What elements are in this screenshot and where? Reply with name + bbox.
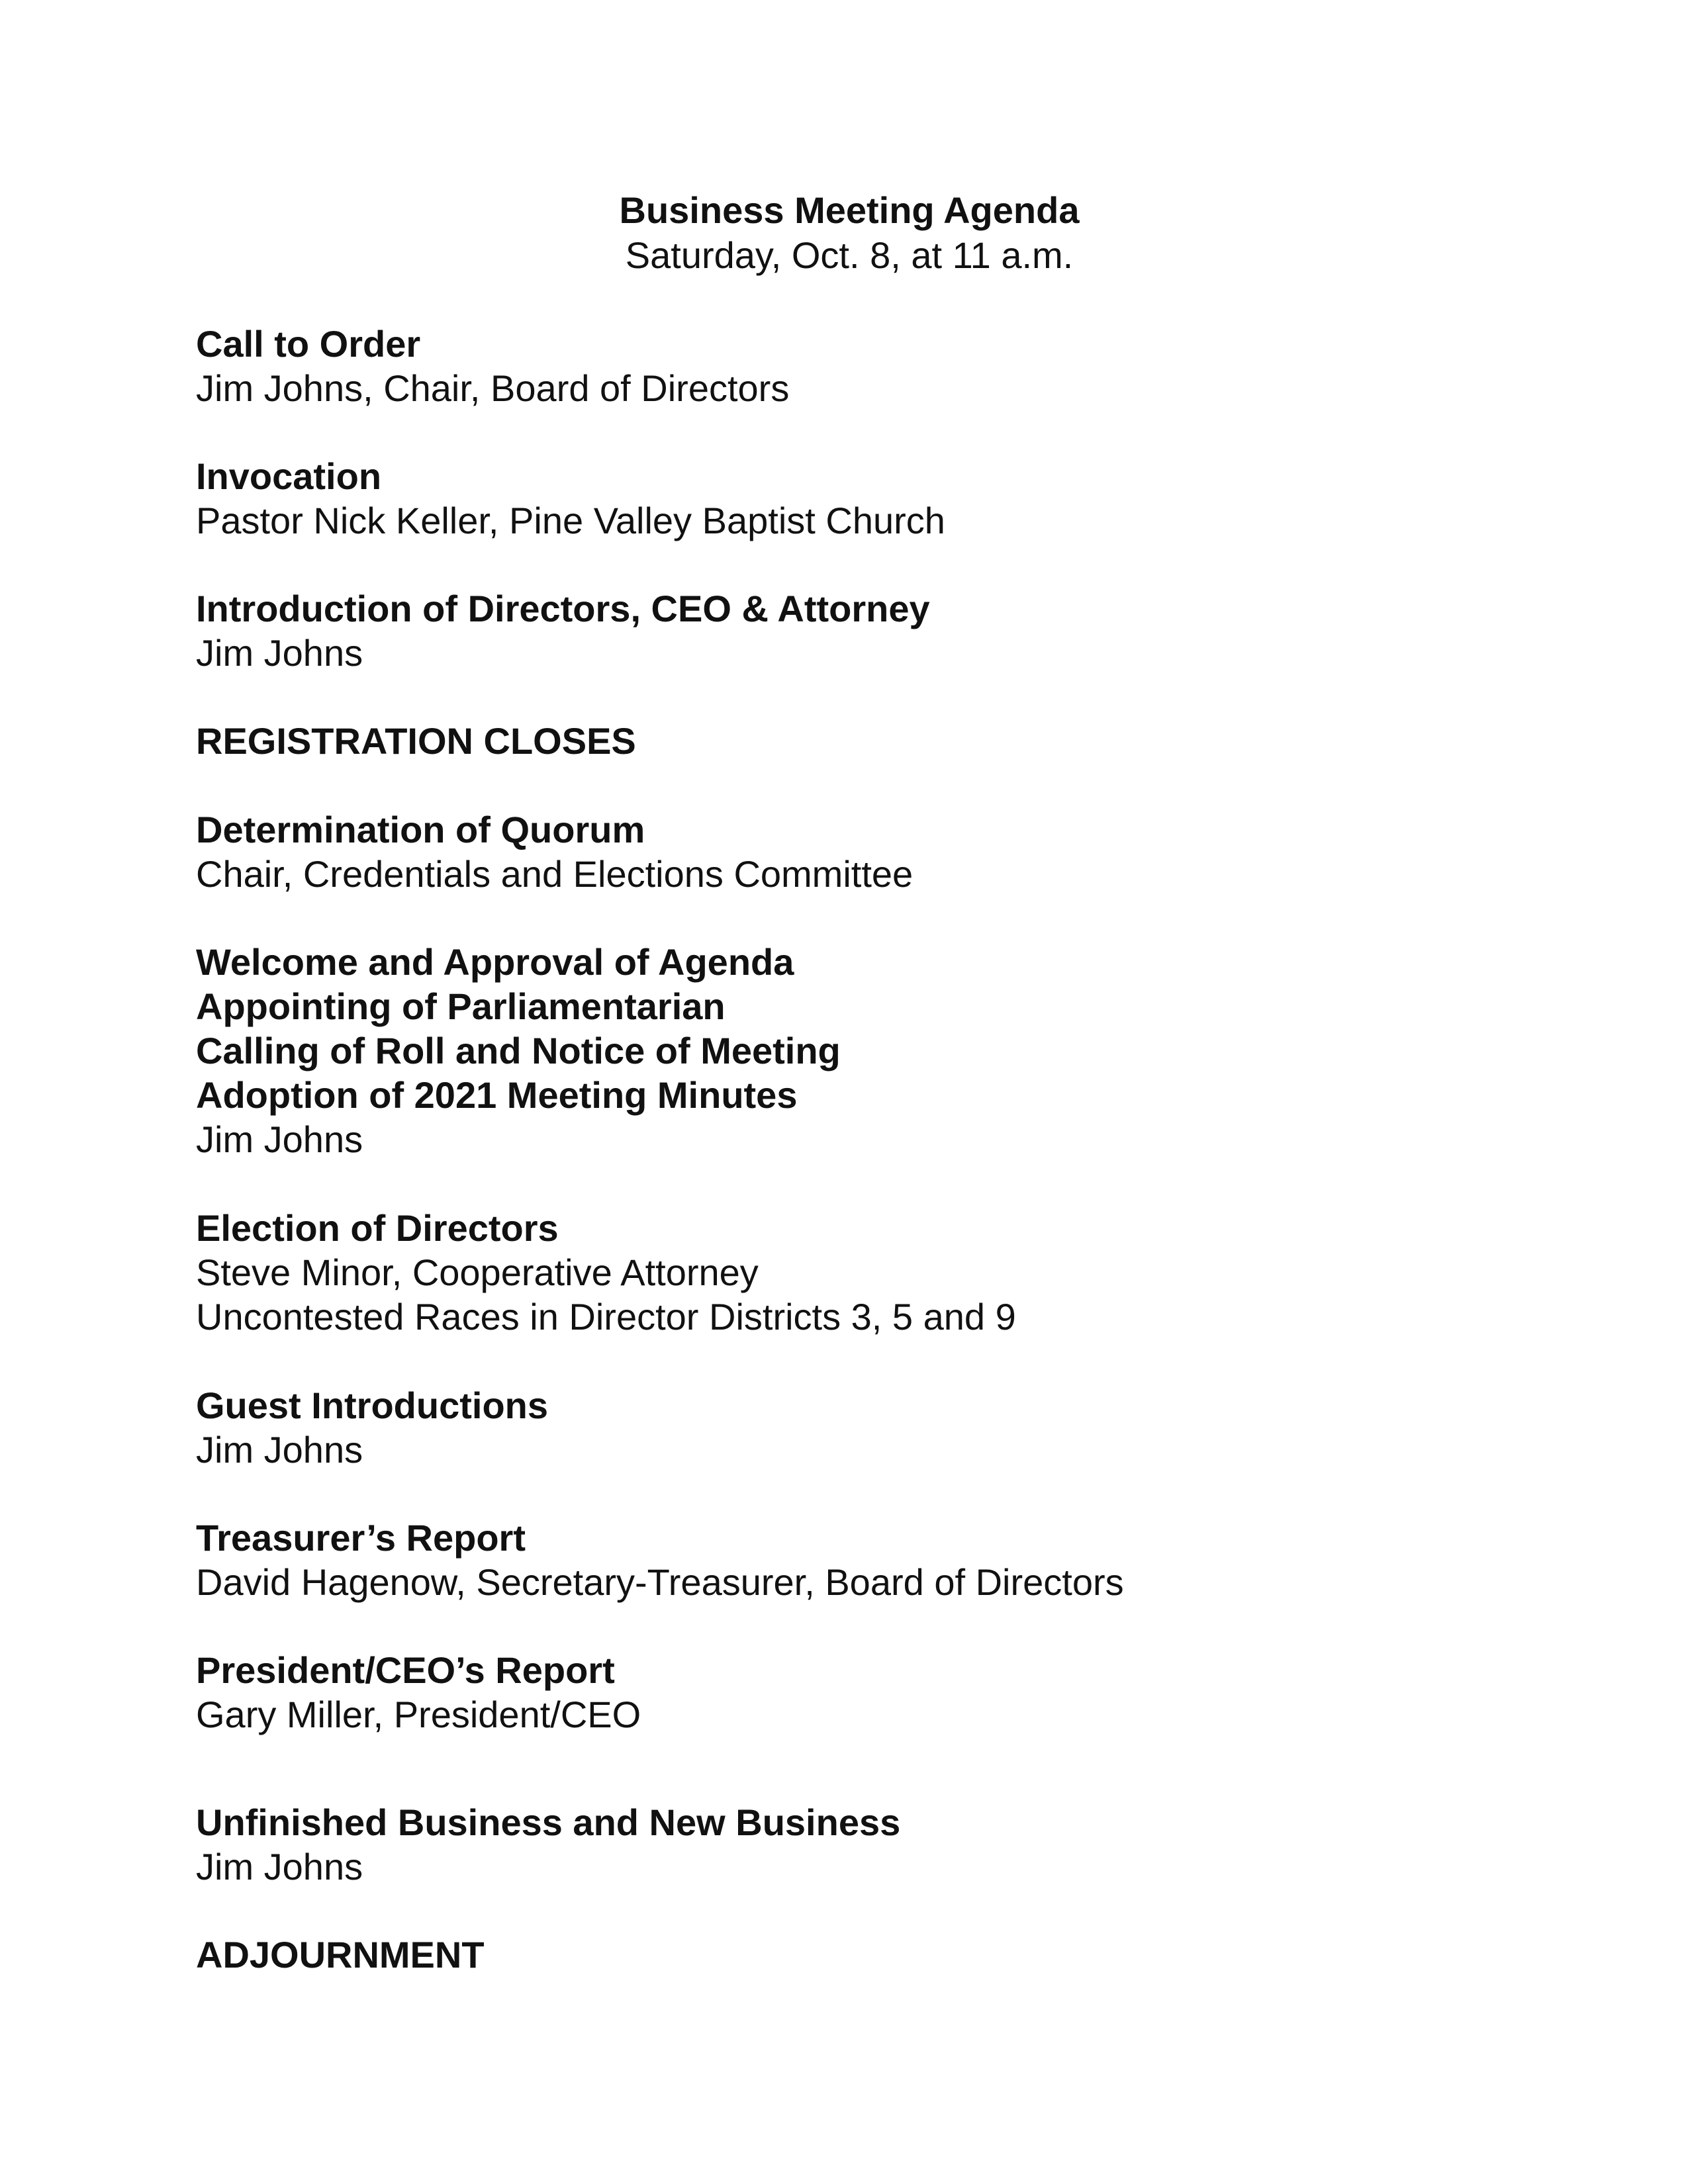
agenda-item-heading: Invocation (196, 455, 382, 497)
agenda-item-adjournment (196, 1933, 485, 1977)
agenda-item-detail: Chair, Credentials and Elections Committee (196, 853, 914, 895)
agenda-item-detail: Jim Johns (196, 1846, 363, 1888)
agenda-item-heading: President/CEO’s Report (196, 1649, 615, 1691)
agenda-item-detail: Gary Miller, President/CEO (196, 1694, 641, 1735)
agenda-item-heading: Treasurer’s Report (196, 1517, 526, 1559)
agenda-item-heading: Guest Introductions (196, 1385, 548, 1426)
agenda-item-guest-introductions (196, 1383, 548, 1472)
agenda-item-heading: Unfinished Business and New Business (196, 1801, 901, 1843)
agenda-item-heading: Call to Order (196, 323, 421, 365)
agenda-item-detail: David Hagenow, Secretary-Treasurer, Board of Directors (196, 1561, 1124, 1603)
agenda-item-detail: Uncontested Races in Director Districts 3, 5 and 9 (196, 1296, 1016, 1338)
agenda-item-detail: Jim Johns (196, 632, 363, 674)
agenda-item-detail: Jim Johns (196, 1118, 363, 1160)
agenda-item-heading: Calling of Roll and Notice of Meeting (196, 1030, 841, 1071)
page-title: Business Meeting Agenda (619, 189, 1080, 231)
agenda-item-heading: Appointing of Parliamentarian (196, 985, 726, 1027)
agenda-item-call-to-order (196, 322, 789, 410)
agenda-item-detail: Steve Minor, Cooperative Attorney (196, 1251, 759, 1293)
agenda-item-heading: Determination of Quorum (196, 809, 645, 850)
agenda-item-quorum (196, 807, 913, 896)
agenda-header (0, 188, 1688, 278)
agenda-item-detail: Pastor Nick Keller, Pine Valley Baptist Church (196, 500, 945, 541)
agenda-item-welcome-block (196, 940, 841, 1161)
agenda-item-treasurers-report (196, 1516, 1124, 1604)
agenda-item-election (196, 1206, 1016, 1339)
agenda-item-heading: Welcome and Approval of Agenda (196, 941, 794, 983)
agenda-item-business (196, 1800, 900, 1889)
agenda-item-detail: Jim Johns, Chair, Board of Directors (196, 367, 790, 409)
agenda-item-ceo-report (196, 1648, 641, 1737)
agenda-item-heading: REGISTRATION CLOSES (196, 720, 636, 762)
agenda-item-detail: Jim Johns (196, 1429, 363, 1471)
agenda-item-registration-closes (196, 719, 636, 763)
agenda-item-heading: Adoption of 2021 Meeting Minutes (196, 1074, 798, 1116)
agenda-item-invocation (196, 454, 945, 543)
agenda-item-introduction (196, 586, 930, 675)
agenda-item-heading: Introduction of Directors, CEO & Attorney (196, 588, 930, 629)
agenda-item-heading: Election of Directors (196, 1207, 559, 1249)
meeting-date: Saturday, Oct. 8, at 11 a.m. (625, 234, 1074, 276)
agenda-item-heading: ADJOURNMENT (196, 1934, 485, 1976)
